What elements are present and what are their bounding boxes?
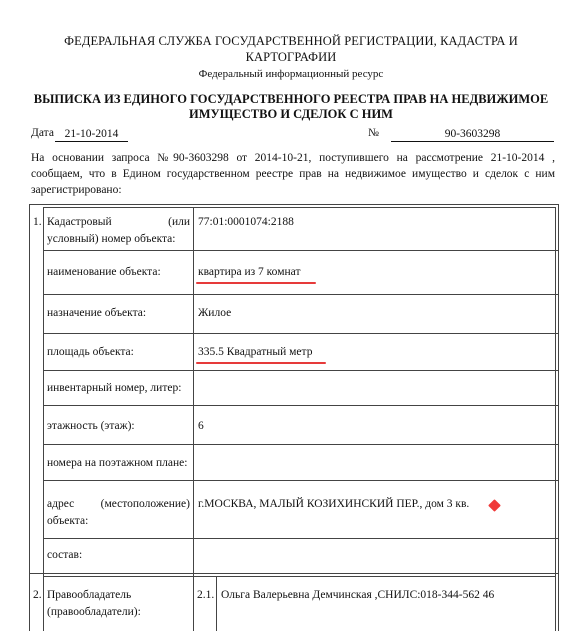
inner-border-top-row2 [43,576,555,577]
agency-line-1: ФЕДЕРАЛЬНАЯ СЛУЖБА ГОСУДАРСТВЕННОЙ РЕГИСТРАЦИИ, КАДАСТРА И [64,34,518,48]
date-label: Дата [31,127,54,139]
intro-line-1: На основании запроса №90-3603298 от 2014-10-21, поступившего на рассмотрение 21-10-2014 , [31,152,555,164]
cadastral-label [47,214,190,248]
agency-line-2: КАРТОГРАФИИ [245,50,337,64]
table-border-top [29,204,558,205]
address-label [47,496,190,530]
row-number-1: 1. [33,216,42,228]
row-separator [43,444,558,445]
floors-label: этажность (этаж): [47,420,135,432]
document-title-line-1: ВЫПИСКА ИЗ ЕДИНОГО ГОСУДАРСТВЕННОГО РЕЕСТРА ПРАВ НА НЕДВИЖИМОЕ [33,92,549,106]
row-separator [43,370,558,371]
holder-sub-number: 2.1. [197,589,215,601]
address-value: г.МОСКВА, МАЛЫЙ КОЗИХИНСКИЙ ПЕР., дом 3 кв. [198,498,470,510]
holder-label-part-b: (правообладатели): [47,606,141,618]
row-number-2: 2. [33,589,42,601]
row-separator [43,480,558,481]
cadastral-label-part-a: Кадастровый [47,216,112,228]
highlight-underline [196,362,326,364]
object-name-label: наименование объекта: [47,266,161,278]
subnum-column-divider [216,576,217,631]
table-border-left [29,204,30,631]
number-value: 90-3603298 [391,127,554,142]
floorplan-label: номера на поэтажном плане: [47,457,188,469]
holder-label-part-a: Правообладатель [47,589,132,601]
area-value: 335.5 Квадратный метр [198,346,313,358]
floors-value: 6 [198,420,204,432]
object-name-value: квартира из 7 комнат [198,266,301,278]
cadastral-value: 77:01:0001074:2188 [198,216,294,228]
purpose-value: Жилое [198,307,232,319]
inventory-label: инвентарный номер, литер: [47,382,182,394]
purpose-label: назначение объекта: [47,307,147,319]
resource-label: Федеральный информационный ресурс [198,68,384,80]
holder-value: Ольга Валерьевна Демчинская ,СНИЛС:018-344-562 46 [221,589,495,601]
intro-paragraph [31,150,555,198]
inner-border-top [43,207,555,208]
cadastral-label-part-b: (или [168,216,190,228]
document-title-line-2: ИМУЩЕСТВО И СДЕЛОК С НИМ [189,107,393,121]
inner-border-right [555,207,556,631]
row-separator [43,250,558,251]
address-label-part-c: объекта: [47,515,89,527]
intro-line-2: сообщаем, что в Едином государственном реестре прав на недвижимое имущество и сделок с ним [31,168,555,180]
document-title [0,92,582,122]
row-separator [43,405,558,406]
address-label-part-b: (местоположение) [100,498,190,510]
number-label: № [368,127,379,139]
cadastral-label-part-c: условный) номер объекта: [47,233,176,245]
num-column-divider [43,207,44,631]
highlight-underline [196,282,316,284]
composition-label: состав: [47,549,83,561]
date-value: 21-10-2014 [55,127,128,142]
area-label: площадь объекта: [47,346,134,358]
label-column-divider [193,207,194,631]
redaction-marker-icon [488,499,501,512]
row-separator [43,333,558,334]
row-separator [29,573,558,574]
table-border-right [558,204,559,631]
row-separator [43,294,558,295]
holder-label [47,587,141,621]
intro-line-3: зарегистрировано: [31,184,122,196]
address-label-part-a: адрес [47,498,75,510]
row-separator [43,538,558,539]
agency-name [0,33,582,65]
